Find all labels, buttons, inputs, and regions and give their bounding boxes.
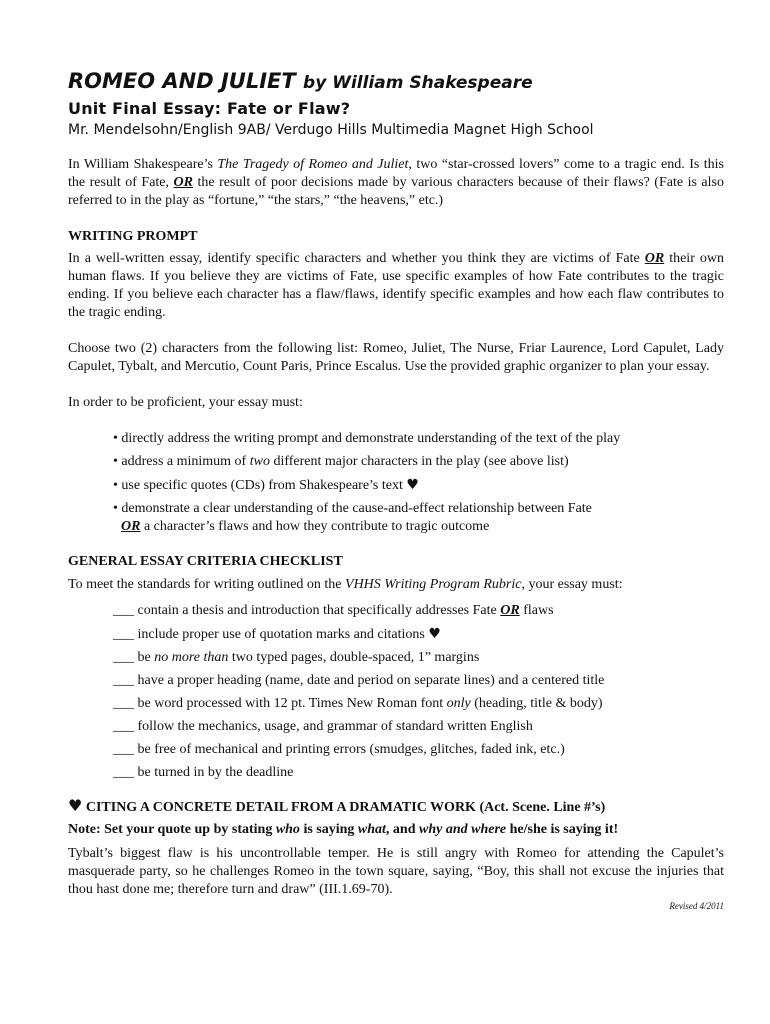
or-emphasis: OR: [121, 519, 141, 534]
play-title: The Tragedy of Romeo and Juliet: [217, 157, 409, 172]
title-author: by William Shakespeare: [303, 73, 533, 93]
heart-icon: ♥: [428, 626, 441, 642]
title-main: ROMEO AND JULIET: [68, 69, 296, 93]
prompt-paragraph-3: In order to be proficient, your essay must:: [68, 395, 303, 410]
citing-example: Tybalt’s biggest flaw is his uncontrollable temper. He is still angry with Romeo for attending the Capulet’s masquerade party, so he challenges Romeo in the town square, saying, “Boy, this shall not excuse the injuries that thou hast done me; therefore turn and draw” (III.1.69-70).: [68, 846, 724, 897]
proficiency-list: [68, 430, 724, 536]
document-page: [68, 66, 724, 911]
or-emphasis: OR: [173, 175, 193, 190]
or-emphasis: OR: [644, 251, 665, 266]
heart-icon: ♥: [68, 796, 83, 815]
checklist-item: ___ follow the mechanics, usage, and grammar of standard written English: [113, 719, 533, 734]
checklist-item: ___ have a proper heading (name, date and period on separate lines) and a centered title: [113, 673, 605, 688]
document-subtitle: Unit Final Essay: Fate or Flaw?: [68, 99, 351, 118]
checklist-item: ___ include proper use of quotation marks and citations ♥: [113, 626, 441, 642]
checklist-item: ___ be word processed with 12 pt. Times New Roman font only (heading, title & body): [113, 696, 603, 711]
list-item: • demonstrate a clear understanding of the cause-and-effect relationship between Fate OR a character’s flaws and how they contribute to tragic outcome: [113, 501, 592, 534]
teacher-line: Mr. Mendelsohn/English 9AB/ Verdugo Hills Multimedia Magnet High School: [68, 122, 594, 138]
writing-prompt-heading: WRITING PROMPT: [68, 229, 198, 244]
checklist-item: ___ be free of mechanical and printing errors (smudges, glitches, faded ink, etc.): [113, 742, 565, 757]
or-emphasis: OR: [500, 603, 520, 618]
checklist-item: ___ be turned in by the deadline: [113, 765, 294, 780]
list-item: • address a minimum of two different major characters in the play (see above list): [113, 454, 569, 469]
revision-date: Revised 4/2011: [669, 901, 724, 911]
document-title: [68, 66, 724, 98]
list-item: • directly address the writing prompt and demonstrate understanding of the text of the play: [113, 431, 621, 446]
checklist-item: ___ contain a thesis and introduction that specifically addresses Fate OR flaws: [113, 603, 554, 618]
prompt-paragraph-2: Choose two (2) characters from the following list: Romeo, Juliet, The Nurse, Friar Laurence, Lord Capulet, Lady Capulet, Tybalt, and Mercutio, Count Paris, Prince Escalus. Use the provided graphic organizer to plan your essay.: [68, 341, 724, 374]
citing-heading: ♥ CITING A CONCRETE DETAIL FROM A DRAMATIC WORK (Act. Scene. Line #’s): [68, 796, 606, 815]
checklist-intro: To meet the standards for writing outlined on the VHHS Writing Program Rubric, your essay must:: [68, 577, 623, 592]
list-item: • use specific quotes (CDs) from Shakespeare’s text ♥: [113, 477, 419, 493]
citing-note: Note: Set your quote up by stating who is saying what, and why and where he/she is saying it!: [68, 822, 619, 837]
prompt-paragraph-1: In a well-written essay, identify specific characters and whether you think they are victims of Fate OR their own human flaws. If you believe they are victims of Fate, use specific examples of how Fate contributes to the tragic ending. If you believe each character has a flaw/flaws, identify specific examples and how each flaw contributes to the tragic ending.: [68, 251, 724, 320]
checklist-item: ___ be no more than two typed pages, double-spaced, 1” margins: [113, 650, 480, 665]
heart-icon: ♥: [406, 477, 419, 493]
criteria-checklist: [68, 602, 724, 782]
rubric-title: VHHS Writing Program Rubric: [345, 577, 522, 592]
checklist-heading: GENERAL ESSAY CRITERIA CHECKLIST: [68, 554, 343, 569]
intro-paragraph: In William Shakespeare’s The Tragedy of Romeo and Juliet, two “star-crossed lovers” come to a tragic end. Is this the result of Fate, OR the result of poor decisions made by various characters because of their flaws? (Fate is also referred to in the play as “fortune,” “the stars,” “the heavens,” etc.): [68, 157, 724, 208]
